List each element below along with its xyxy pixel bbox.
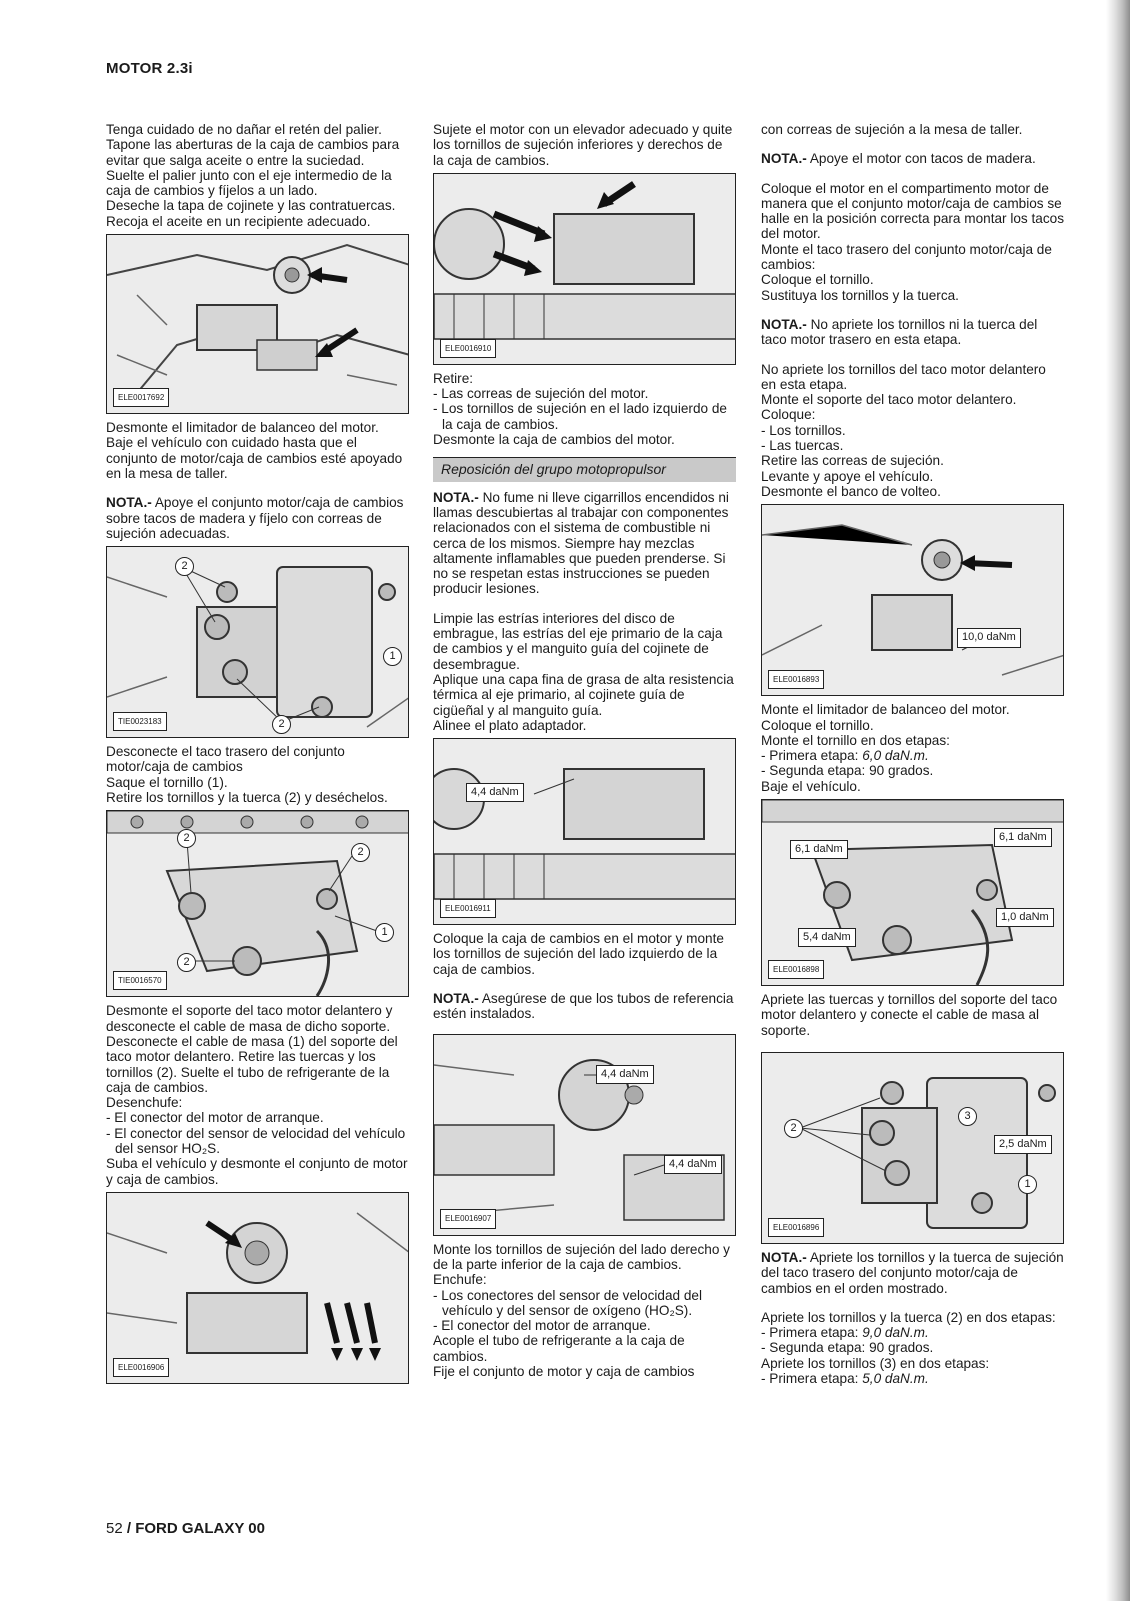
list (761, 423, 1064, 454)
list-item: - Las correas de sujeción del motor. (433, 386, 649, 402)
paragraph: Desmonte el soporte del taco motor delantero y desconecte el cable de masa de dicho soporte. Desconecte el cable de masa (1) del soporte del taco motor delantero. Retire las tuercas y los tornillos (2). Suelte el tubo de refrigerante de la caja de cambios. (106, 1003, 398, 1095)
callout-number: 2 (784, 1119, 803, 1138)
figure-code: ELE0016893 (768, 670, 824, 689)
list (433, 1288, 736, 1334)
torque-label: 4,4 daNm (596, 1065, 654, 1084)
note (761, 1250, 1064, 1296)
torque-value: 5,0 daN.m. (862, 1370, 929, 1386)
figure-balance-limiter (106, 234, 409, 414)
callout-number: 3 (958, 1107, 977, 1126)
callout-number: 1 (383, 647, 402, 666)
callout-number: 1 (375, 923, 394, 942)
torque-label: 10,0 daNm (957, 628, 1021, 647)
figure-balance-limiter-refit (761, 504, 1064, 696)
list-item-prefix: - Primera etapa: (761, 1370, 863, 1386)
list (761, 748, 1064, 779)
engine-illustration (107, 547, 409, 737)
figure-code: ELE0016896 (768, 1218, 824, 1237)
torque-label: 5,4 daNm (798, 928, 856, 947)
paragraph: Suba el vehículo y desmonte el conjunto de motor y caja de cambios. (106, 1156, 408, 1187)
paragraph: Aplique una capa fina de grasa de alta resistencia térmica al eje primario, al cojinete guía de cigüeñal y al manguito guía. (433, 671, 734, 718)
list-item: - El conector del motor de arranque. (106, 1110, 324, 1126)
paragraph: Coloque el motor en el compartimento motor de manera que el conjunto motor/caja de cambios se halle en la posición correcta para montar los tacos del motor. (761, 180, 1064, 242)
list-item: - Los tornillos de sujeción en el lado izquierdo de la caja de cambios. (433, 401, 727, 432)
figure-code: ELE0017692 (113, 388, 169, 407)
note (761, 317, 1064, 348)
column-3 (761, 122, 1064, 1386)
paragraph: Apriete los tornillos y la tuerca (2) en dos etapas: (761, 1309, 1056, 1325)
figure-code: ELE0016907 (440, 1209, 496, 1228)
list-item: - Las tuercas. (761, 438, 844, 454)
note-label: NOTA.- (761, 1249, 807, 1265)
paragraph: Sujete el motor con un elevador adecuado y quite los tornillos de sujeción inferiores y derechos de la caja de cambios. (433, 122, 733, 168)
figure-code: ELE0016898 (768, 960, 824, 979)
paragraph: Desmonte el banco de volteo. (761, 483, 941, 499)
list (433, 386, 736, 432)
figure-gearbox-fit (433, 738, 736, 925)
engine-illustration (434, 174, 736, 364)
note-text: Apoye el motor con tacos de madera. (809, 151, 1036, 167)
paragraph: Deseche la tapa de cojinete y las contratuercas. (106, 198, 396, 214)
note (761, 151, 1064, 166)
engine-illustration (434, 739, 736, 924)
list-item-prefix: - Primera etapa: (761, 1325, 863, 1341)
list-item: - Los tornillos. (761, 422, 846, 438)
note-label: NOTA.- (106, 495, 152, 511)
column-2 (433, 122, 736, 1379)
paragraph: Tenga cuidado de no dañar el retén del palier. (106, 122, 382, 137)
note-label: NOTA.- (761, 151, 807, 167)
page-edge-shadow (1106, 0, 1130, 1601)
list (761, 1371, 1064, 1386)
note-label: NOTA.- (433, 489, 479, 505)
list-item (761, 748, 1064, 763)
list-item-prefix: - Primera etapa: (761, 748, 863, 764)
figure-front-mount (106, 810, 409, 997)
torque-value: 6,0 daN.m. (862, 748, 929, 764)
note-text: No apriete los tornillos ni la tuerca del taco motor trasero en esta etapa. (761, 316, 1038, 348)
paragraph: Retire: (433, 370, 474, 386)
paragraph: Coloque: (761, 407, 816, 423)
callout-number: 2 (177, 953, 196, 972)
callout-number: 2 (175, 557, 194, 576)
paragraph: Coloque el tornillo. (761, 272, 874, 288)
engine-illustration (107, 811, 409, 996)
paragraph: Fije el conjunto de motor y caja de cambios (433, 1363, 695, 1379)
figure-rear-mount-refit (761, 1052, 1064, 1244)
figure-code: ELE0016910 (440, 339, 496, 358)
paragraph: Monte el taco trasero del conjunto motor/caja de cambios: (761, 241, 1052, 273)
section-banner: Reposición del grupo motopropulsor (433, 457, 736, 481)
paragraph: Coloque el tornillo. (761, 717, 874, 733)
note (106, 495, 409, 541)
figure-code: ELE0016906 (113, 1358, 169, 1377)
engine-illustration (762, 505, 1064, 695)
note-label: NOTA.- (761, 316, 807, 332)
column-1 (106, 122, 409, 1390)
paragraph: Monte el limitador de balanceo del motor. (761, 702, 1010, 718)
note (433, 991, 736, 1022)
figure-code: TIE0023183 (113, 712, 167, 731)
figure-code: ELE0016911 (440, 899, 496, 918)
paragraph: Baje el vehículo. (761, 778, 861, 794)
paragraph: Sustituya los tornillos y la tuerca. (761, 287, 959, 303)
callout-number: 2 (272, 715, 291, 734)
figure-rear-mount (106, 546, 409, 738)
torque-label: 1,0 daNm (996, 908, 1054, 927)
figure-gearbox-removal (106, 1192, 409, 1384)
page-number: 52 (106, 1520, 123, 1537)
paragraph: Tapone las aberturas de la caja de cambios para evitar que salga aceite o entre la suciedad. (106, 137, 400, 168)
torque-label: 4,4 daNm (664, 1155, 722, 1174)
paragraph: Desenchufe: (106, 1095, 183, 1111)
list-item: - Segunda etapa: 90 grados. (761, 1340, 934, 1356)
engine-illustration (107, 1193, 409, 1383)
paragraph: Apriete los tornillos (3) en dos etapas: (761, 1355, 990, 1371)
list (106, 1110, 409, 1156)
paragraph: Enchufe: (433, 1272, 487, 1288)
engine-illustration (434, 1035, 736, 1235)
running-footer (106, 1520, 265, 1537)
paragraph: Limpie las estrías interiores del disco de embrague, las estrías del eje primario de la caja de cambios y el manguito guía del cojinete de desembrague. (433, 610, 723, 672)
paragraph: Saque el tornillo (1). (106, 774, 228, 790)
torque-label: 6,1 daNm (790, 840, 848, 859)
callout-number: 1 (1018, 1175, 1037, 1194)
note-text: No fume ni lleve cigarrillos encendidos ni llamas descubiertas al trabajar con componentes relacionados con el sistema de combustible ni cerca de los mismos. Siempre hay mezclas altamente inflamables que pueden prenderse. Si no se respetan estas instrucciones se pueden producir lesiones. (433, 489, 729, 597)
list-item (761, 1371, 1064, 1386)
torque-value: 9,0 daN.m. (862, 1325, 929, 1341)
torque-label: 4,4 daNm (466, 783, 524, 802)
list (761, 1325, 1064, 1356)
list-item: - El conector del sensor de velocidad del vehículo del sensor HO₂S. (106, 1125, 406, 1157)
paragraph: Monte el tornillo en dos etapas: (761, 732, 950, 748)
paragraph: Desconecte el taco trasero del conjunto motor/caja de cambios (106, 744, 345, 775)
paragraph: Recoja el aceite en un recipiente adecuado. (106, 213, 371, 229)
paragraph: Alinee el plato adaptador. (433, 717, 587, 733)
list-item: - Los conectores del sensor de velocidad del vehículo y del sensor de oxígeno (HO₂S). (433, 1287, 703, 1318)
note-text: Apoye el conjunto motor/caja de cambios sobre tacos de madera y fíjelo con correas de sujeción adecuadas. (106, 495, 404, 541)
figure-code: TIE0016570 (113, 971, 167, 990)
paragraph: No apriete los tornillos del taco motor delantero en esta etapa. (761, 361, 1046, 392)
figure-engine-lift (433, 173, 736, 365)
paragraph: Suelte el palier junto con el eje intermedio de la caja de cambios y fíjelos a un lado. (106, 167, 392, 199)
paragraph: con correas de sujeción a la mesa de taller. (761, 122, 1023, 137)
running-header: MOTOR 2.3i (106, 60, 193, 77)
paragraph: Apriete las tuercas y tornillos del soporte del taco motor delantero y conecte el cable de masa al soporte. (761, 992, 1058, 1038)
figure-front-mount-refit (761, 799, 1064, 986)
callout-number: 2 (351, 843, 370, 862)
paragraph: Desmonte el limitador de balanceo del motor. (106, 420, 379, 436)
paragraph: Acople el tubo de refrigerante a la caja de cambios. (433, 1333, 685, 1364)
torque-label: 6,1 daNm (994, 828, 1052, 847)
list-item: - El conector del motor de arranque. (433, 1318, 651, 1334)
list-item: - Segunda etapa: 90 grados. (761, 763, 934, 779)
list-item (761, 1325, 1064, 1340)
paragraph: Desmonte la caja de cambios del motor. (433, 432, 675, 448)
note-text: Asegúrese de que los tubos de referencia estén instalados. (433, 991, 734, 1022)
paragraph: Retire los tornillos y la tuerca (2) y deséchelos. (106, 790, 388, 806)
engine-illustration (107, 235, 409, 413)
paragraph: Coloque la caja de cambios en el motor y monte los tornillos de sujeción del lado izquierdo de la caja de cambios. (433, 931, 724, 977)
note (433, 490, 736, 597)
paragraph: Baje el vehículo con cuidado hasta que el conjunto de motor/caja de cambios esté apoyado en la mesa de taller. (106, 435, 403, 481)
note-label: NOTA.- (433, 991, 479, 1007)
note-text: Apriete los tornillos y la tuerca de sujeción del taco trasero del conjunto motor/caja de cambios en el orden mostrado. (761, 1249, 1064, 1296)
callout-number: 2 (177, 829, 196, 848)
paragraph: Monte los tornillos de sujeción del lado derecho y de la parte inferior de la caja de cambios. (433, 1241, 730, 1272)
torque-label: 2,5 daNm (994, 1135, 1052, 1154)
paragraph: Monte el soporte del taco motor delantero. (761, 392, 1017, 408)
figure-gearbox-bolts (433, 1034, 736, 1236)
publication-title: / FORD GALAXY 00 (126, 1520, 265, 1537)
paragraph: Retire las correas de sujeción. (761, 453, 944, 469)
paragraph: Levante y apoye el vehículo. (761, 468, 934, 484)
